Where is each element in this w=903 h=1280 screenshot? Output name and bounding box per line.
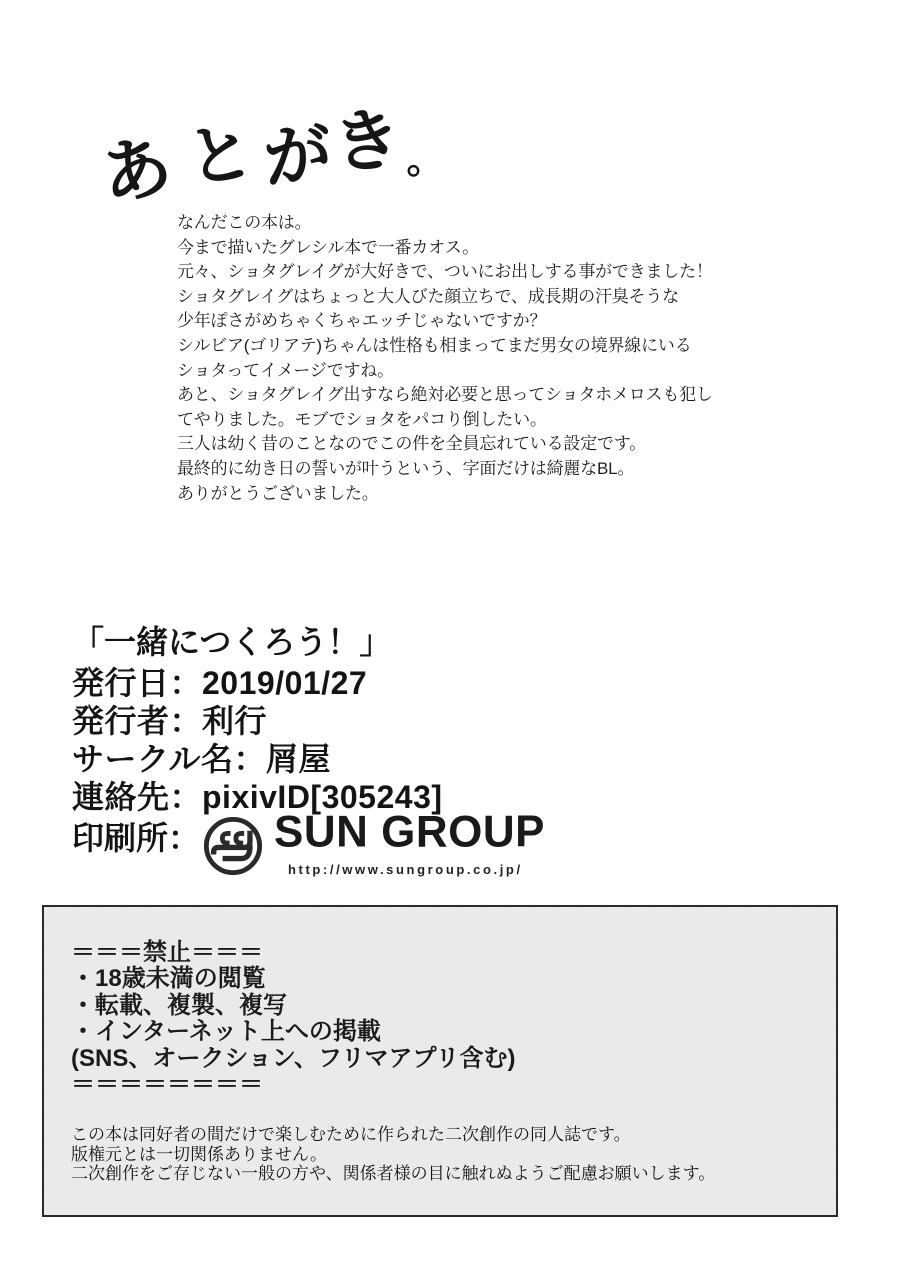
colophon <box>72 620 545 889</box>
afterword-line: 最終的に幼き日の誓いが叶うという、字面だけは綺麗なBL。 <box>177 458 635 478</box>
afterword-line: 今まで描いたグレシル本で一番カオス。 <box>177 237 479 257</box>
prohibition-item: ・インターネット上への掲載 <box>71 1018 381 1045</box>
book-title: 「一緒につくろう！」 <box>72 624 392 660</box>
prohibition-footer-rule: ＝＝＝＝＝＝＝＝ <box>71 1071 263 1098</box>
prohibition-header: ＝＝＝禁止＝＝＝ <box>71 939 263 966</box>
colophon-line-contact: 連絡先：pixivID[305243] <box>72 779 443 815</box>
afterword-body <box>177 211 713 506</box>
printer-label: 印刷所： <box>72 820 201 856</box>
afterword-line: 元々、ショタグレイグが大好きで、ついにお出しする事ができました！ <box>177 262 713 282</box>
printer-name: SUN GROUP <box>274 806 545 857</box>
afterword-line: シルビア(ゴリアテ)ちゃんは性格も相まってまだ男女の境界線にいる <box>177 335 692 355</box>
afterword-title-char: 。 <box>405 139 445 183</box>
afterword-line: てやりました。モブでショタをパコり倒したい。 <box>177 409 547 429</box>
printer-url: http://www.sungroup.co.jp/ <box>288 862 523 877</box>
afterword-title <box>94 101 445 216</box>
colophon-line-publication-date: 発行日：2019/01/27 <box>72 665 368 701</box>
prohibition-item: (SNS、オークション、フリマアプリ含む) <box>71 1044 516 1072</box>
sun-group-logo-icon <box>202 815 264 885</box>
printer-brand <box>274 806 545 889</box>
disclaimer <box>71 1125 826 1184</box>
disclaimer-line: この本は同好者の間だけで楽しむために作られた二次創作の同人誌です。 <box>71 1125 631 1144</box>
prohibition-item: ・18歳未満の閲覧 <box>71 965 266 992</box>
disclaimer-line: 二次創作をご存じない一般の方や、関係者様の目に触れぬようご配慮お願いします。 <box>71 1164 716 1183</box>
colophon-line-publisher: 発行者：利行 <box>72 703 268 739</box>
prohibition-item: ・転載、複製、複写 <box>71 991 287 1019</box>
afterword-line: 三人は幼く昔のことなのでこの件を全員忘れている設定です。 <box>177 434 647 454</box>
afterword-line: ありがとうございました。 <box>177 483 379 503</box>
printer-line <box>72 806 545 889</box>
afterword-title-char: と <box>182 113 258 197</box>
afterword-line: ショタグレイグはちょっと大人びた顔立ちで、成長期の汗臭そうな <box>177 286 679 306</box>
afterword-title-char: き <box>330 101 404 182</box>
afterword-title-char: が <box>259 114 336 198</box>
afterword-line: ショタってイメージですね。 <box>177 360 394 380</box>
afterword-line: なんだこの本は。 <box>177 213 312 232</box>
disclaimer-line: 版権元とは一切関係ありません。 <box>71 1144 328 1164</box>
afterword-title-char: あ <box>94 125 179 216</box>
colophon-line-circle-name: サークル名：屑屋 <box>72 741 332 777</box>
afterword-line: あと、ショタグレイグ出すなら絶対必要と思ってショタホメロスも犯し <box>177 385 713 405</box>
notice-box <box>42 905 838 1217</box>
afterword-line: 少年ぽさがめちゃくちゃエッチじゃないですか？ <box>177 311 547 331</box>
